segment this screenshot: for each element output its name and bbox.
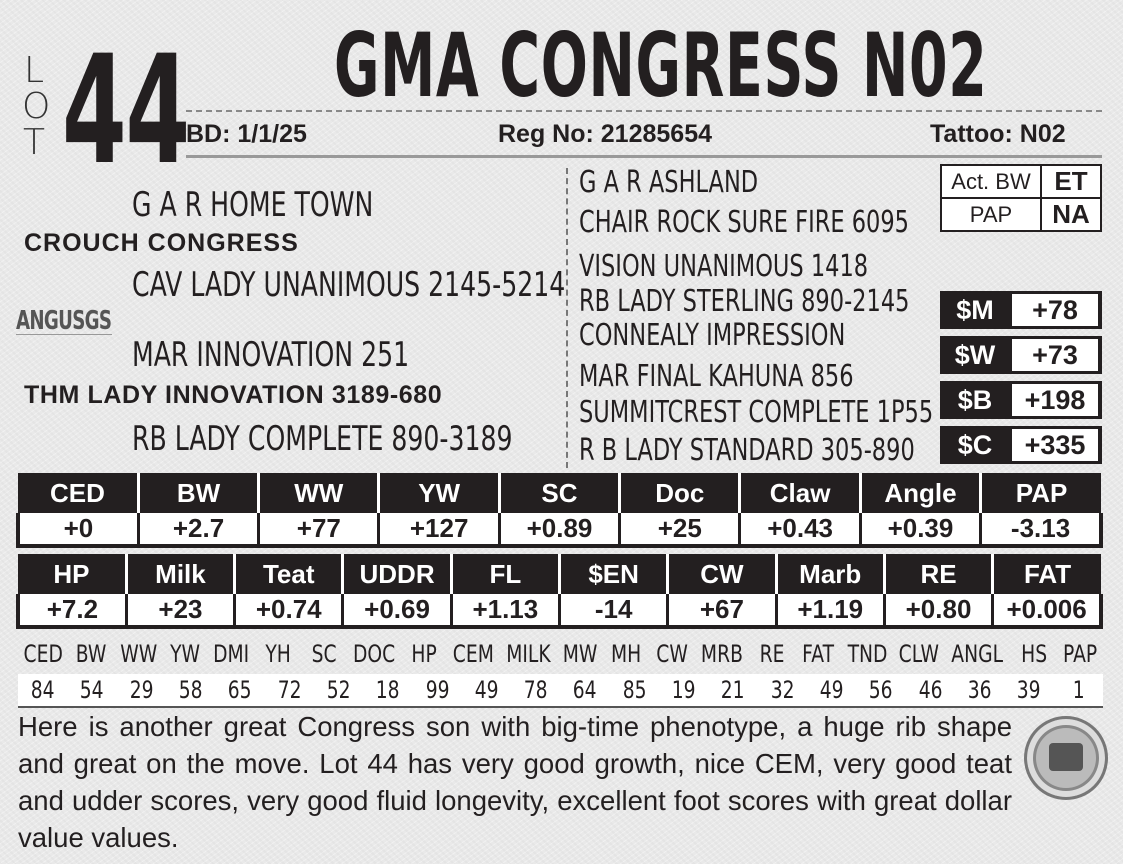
percentile-value: 78 (523, 676, 548, 704)
pap-value: NA (1041, 198, 1101, 231)
percentile-value: 56 (869, 676, 893, 704)
epd-value: +0.43 (740, 513, 860, 546)
dollar-w-label: $W (954, 340, 996, 370)
epd-header: Teat (235, 554, 343, 594)
pedigree-dam-sire: MAR INNOVATION 251 (132, 335, 410, 375)
epd-header: WW (259, 473, 379, 513)
tattoo-label: Tattoo: (930, 120, 1013, 148)
lot-description: Here is another great Congress son with big-time phenotype, a huge rib shape and great on the move. Lot 44 has very good growth, nice CEM, very good teat and udder scores, very good fluid longevity, excellent foot scores with great dollar value values. (18, 711, 1012, 853)
epd-header-row (18, 473, 1101, 513)
dollar-w-value: +73 (1012, 339, 1098, 371)
percentile-header: TND (847, 640, 888, 668)
tattoo-value: N02 (1019, 120, 1066, 148)
percentile-header: PAP (1062, 640, 1098, 668)
epd-value: +2.7 (138, 513, 258, 546)
epd-header: RE (884, 554, 992, 594)
percentile-header: SC (311, 640, 337, 668)
epd-value-row (18, 594, 1101, 627)
percentile-value: 65 (227, 676, 252, 704)
ancestor-4: RB LADY STERLING 890-2145 (579, 284, 910, 319)
percentile-header: YH (264, 640, 291, 668)
ancestor-1: G A R ASHLAND (579, 165, 759, 200)
epd-value: +1.13 (451, 594, 559, 627)
dollar-m (940, 291, 1102, 329)
epd-header: CED (18, 473, 138, 513)
percentile-value: 99 (425, 676, 450, 704)
epd-value: +77 (259, 513, 379, 546)
lot-number: 44 (62, 24, 189, 198)
pedigree-sire-dam: CAV LADY UNANIMOUS 2145-5214 (132, 265, 566, 305)
pedigree-sire: CROUCH CONGRESS (24, 229, 299, 257)
epd-header: HP (18, 554, 126, 594)
ancestor-8: R B LADY STANDARD 305-890 (579, 433, 915, 468)
percentile-value: 21 (721, 676, 745, 704)
percentile-header: YW (170, 640, 201, 668)
dollar-b (940, 381, 1102, 419)
epd-value-row (18, 513, 1101, 546)
ancestor-5: CONNEALY IMPRESSION (579, 318, 846, 353)
epd-header: UDDR (343, 554, 451, 594)
epd-header: FL (451, 554, 559, 594)
percentile-header: DMI (213, 640, 250, 668)
percentile-header: ANGL (951, 640, 1004, 668)
percentile-header: CW (656, 640, 689, 668)
percentile-header: CEM (453, 640, 495, 668)
title-divider (186, 110, 1102, 112)
dollar-c-label: $C (957, 430, 993, 460)
pedigree-dam: THM LADY INNOVATION 3189-680 (24, 381, 443, 409)
epd-value: +25 (620, 513, 740, 546)
percentile-value: 32 (770, 676, 795, 704)
epd-header: $EN (559, 554, 667, 594)
percentile-header: WW (119, 640, 157, 668)
epd-header: CW (668, 554, 776, 594)
lot-letter-l: L (23, 50, 45, 91)
percentile-header: RE (759, 640, 785, 668)
pap-label: PAP (941, 198, 1041, 231)
percentile-value: 36 (967, 676, 992, 704)
epd-header: Angle (860, 473, 980, 513)
dollar-m-label: $M (956, 295, 994, 325)
epd-value: +0.39 (860, 513, 980, 546)
epd-value: +0.80 (884, 594, 992, 627)
percentile-value: 18 (375, 676, 400, 704)
percentile-header: MRB (701, 640, 744, 668)
percentile-header: DOC (352, 640, 396, 668)
info-divider (186, 155, 1102, 158)
epd-header: SC (499, 473, 619, 513)
epd-value: +0.89 (499, 513, 619, 546)
percentile-header: HS (1020, 640, 1047, 668)
animal-name: GMA CONGRESS N02 (334, 14, 988, 117)
epd-value: +7.2 (18, 594, 126, 627)
birth-date: BD: 1/1/25 (186, 120, 307, 148)
percentile-header: HP (411, 640, 437, 668)
epd-header: Marb (776, 554, 884, 594)
dollar-b-value: +198 (1012, 384, 1098, 416)
dollar-c (940, 426, 1102, 464)
seal-emblem-icon (1049, 743, 1083, 771)
ancestor-3: VISION UNANIMOUS 1418 (579, 249, 869, 284)
ancestor-6: MAR FINAL KAHUNA 856 (579, 359, 854, 394)
certified-seal-icon (1024, 716, 1108, 800)
percentile-header: FAT (802, 640, 835, 668)
percentile-header: MILK (506, 640, 551, 668)
pedigree-divider (566, 168, 568, 468)
percentile-header: CLW (898, 640, 939, 668)
angus-logo-underline (16, 334, 112, 335)
epd-table-2 (16, 554, 1103, 629)
epd-value: +0 (18, 513, 138, 546)
lot-letter-o: O (22, 86, 51, 127)
epd-value: +127 (379, 513, 499, 546)
dollar-b-label: $B (957, 385, 993, 415)
tattoo (930, 120, 1066, 149)
pedigree-sire-sire: G A R HOME TOWN (132, 185, 374, 225)
dollar-w (940, 336, 1102, 374)
act-bw-value: ET (1041, 165, 1101, 198)
epd-value: +67 (668, 594, 776, 627)
pap-row (941, 198, 1101, 231)
registration (498, 120, 712, 149)
percentile-value: 52 (326, 676, 351, 704)
epd-header: BW (138, 473, 258, 513)
epd-value: +23 (126, 594, 234, 627)
epd-value: +0.69 (343, 594, 451, 627)
epd-value: +0.74 (235, 594, 343, 627)
reg-value: 21285654 (600, 120, 713, 148)
percentile-header: CED (23, 640, 63, 668)
percentile-value: 29 (129, 676, 154, 704)
birth-info-table (940, 164, 1102, 232)
percentile-values (18, 674, 1103, 706)
percentile-value: 54 (80, 676, 104, 704)
epd-value: -3.13 (981, 513, 1101, 546)
percentile-value: 49 (474, 676, 499, 704)
percentile-value: 46 (918, 676, 943, 704)
act-bw-row (941, 165, 1101, 198)
ancestor-7: SUMMITCREST COMPLETE 1P55 (579, 395, 934, 430)
angus-logo: ANGUSGS (16, 306, 112, 336)
act-bw-label: Act. BW (941, 165, 1041, 198)
reg-label: Reg No: (498, 120, 594, 148)
epd-value: -14 (559, 594, 667, 627)
ancestor-2: CHAIR ROCK SURE FIRE 6095 (579, 205, 909, 240)
lot-letter-t: T (23, 122, 45, 163)
epd-header: FAT (993, 554, 1101, 594)
percentile-headers (18, 640, 1103, 668)
percentile-value: 58 (178, 676, 203, 704)
dollar-c-value: +335 (1012, 429, 1098, 461)
epd-header: PAP (981, 473, 1101, 513)
epd-value: +0.006 (993, 594, 1101, 627)
percentile-value: 19 (671, 676, 696, 704)
percentile-header: MW (562, 640, 598, 668)
epd-header: Doc (620, 473, 740, 513)
percentile-value: 85 (622, 676, 647, 704)
pedigree-dam-dam: RB LADY COMPLETE 890-3189 (132, 419, 513, 459)
epd-header-row (18, 554, 1101, 594)
percentile-header: BW (76, 640, 107, 668)
epd-header: Milk (126, 554, 234, 594)
percentile-value: 49 (819, 676, 844, 704)
percentile-value: 1 (1072, 676, 1085, 704)
percentile-value: 39 (1016, 676, 1041, 704)
epd-table-1 (16, 473, 1103, 548)
percentile-header: MH (610, 640, 642, 668)
dollar-m-value: +78 (1012, 294, 1098, 326)
epd-header: Claw (740, 473, 860, 513)
epd-value: +1.19 (776, 594, 884, 627)
epd-header: YW (379, 473, 499, 513)
percentile-value: 72 (277, 676, 302, 704)
percentile-value: 64 (573, 676, 598, 704)
percentile-value: 84 (30, 676, 55, 704)
